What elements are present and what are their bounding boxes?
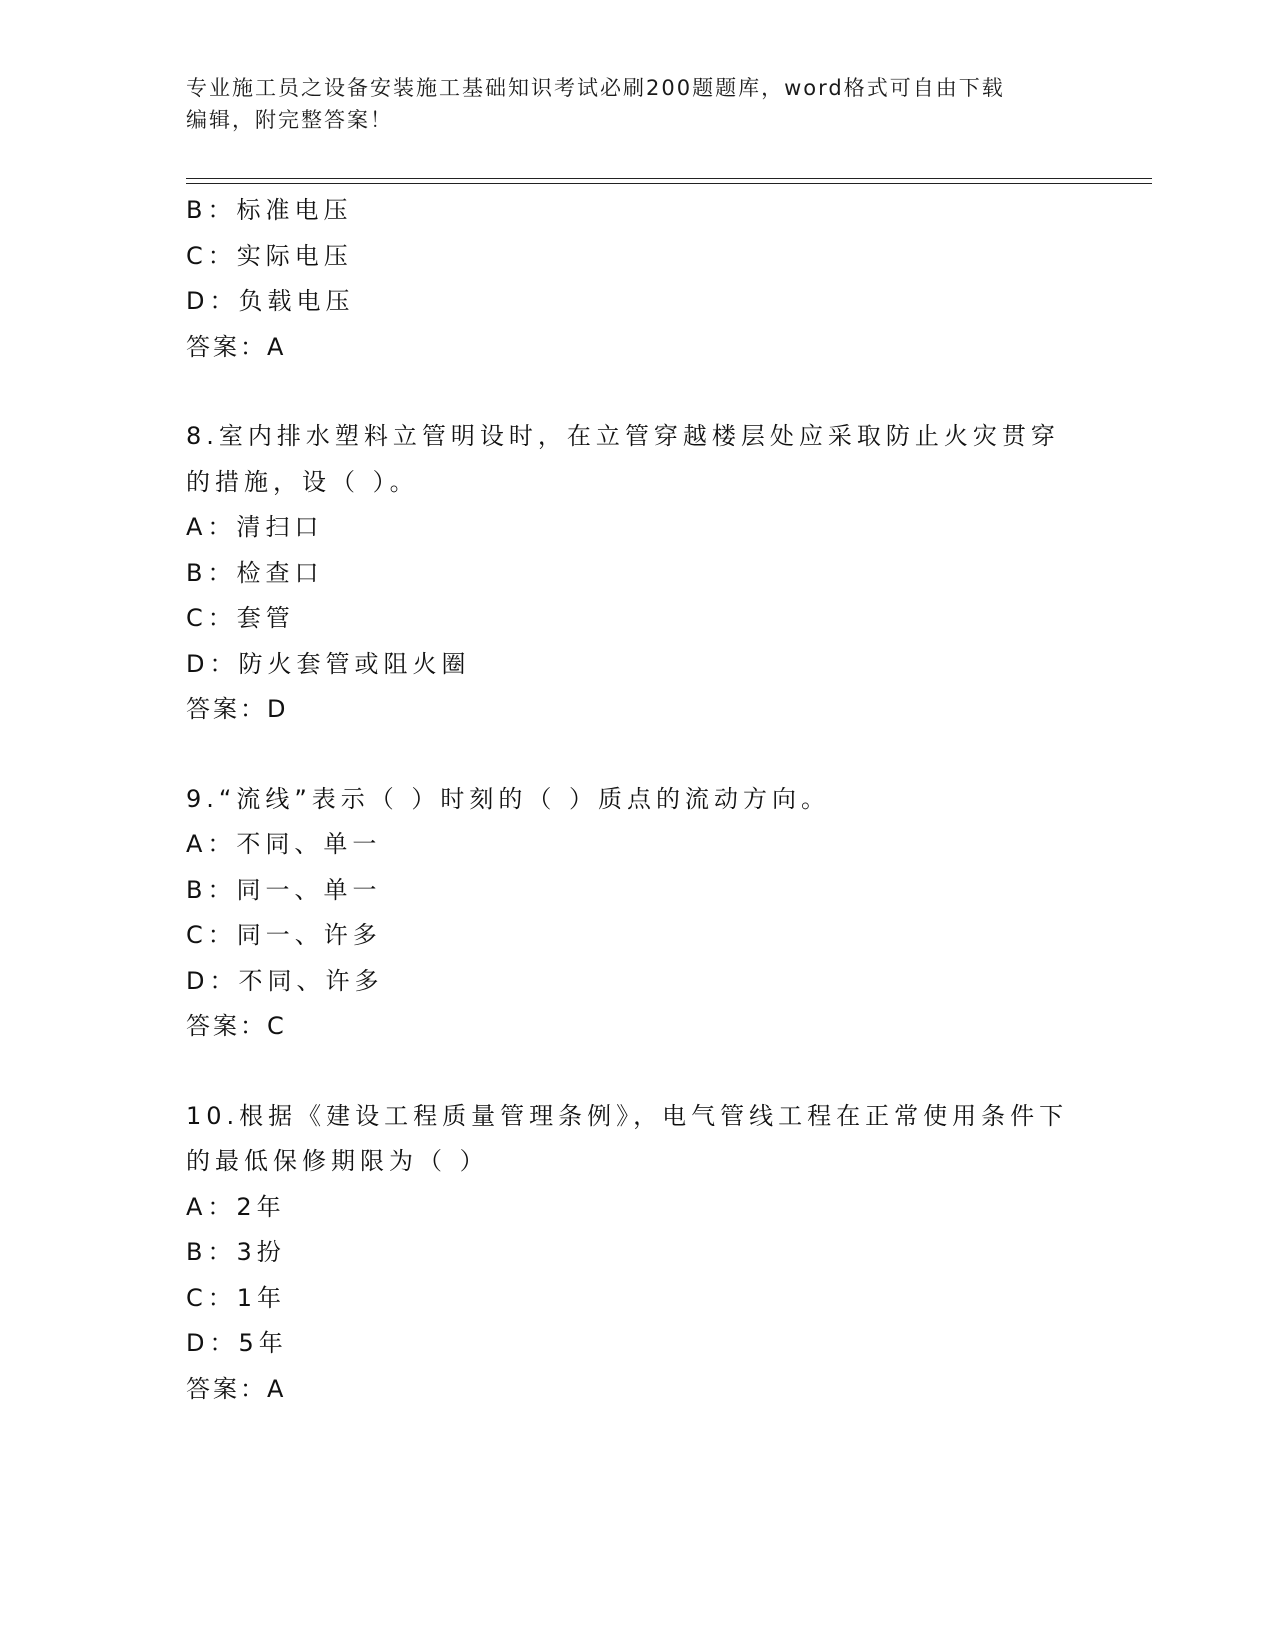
option-d: D：不同、许多 bbox=[186, 966, 384, 995]
spacer bbox=[186, 1050, 1086, 1094]
option-a: A：清扫口 bbox=[186, 513, 324, 541]
question-stem-line: 10.根据《建设工程质量管理条例》，电气管线工程在正常使用条件下 bbox=[186, 1101, 1069, 1130]
question-content bbox=[186, 188, 1086, 1412]
answer-line: 答案：A bbox=[186, 332, 287, 361]
option-c: C：套管 bbox=[186, 604, 295, 632]
option-b: B：同一、单一 bbox=[186, 875, 382, 904]
option-c: C：1年 bbox=[186, 1283, 287, 1312]
spacer bbox=[186, 370, 1086, 414]
answer-line: 答案：A bbox=[186, 1374, 287, 1403]
question-7-tail bbox=[186, 188, 1086, 370]
option-a: A：不同、单一 bbox=[186, 830, 382, 858]
question-8 bbox=[186, 414, 1086, 733]
option-d: D：负载电压 bbox=[186, 287, 355, 315]
question-stem-line: 8.室内排水塑料立管明设时，在立管穿越楼层处应采取防止火灾贯穿 bbox=[186, 422, 1060, 450]
header-line-1: 专业施工员之设备安装施工基础知识考试必刷200题题库，word格式可自由下载 bbox=[186, 76, 1005, 100]
document-header bbox=[186, 72, 1066, 136]
option-d: D：防火套管或阻火圈 bbox=[186, 649, 471, 678]
header-rule-top bbox=[186, 178, 1152, 179]
question-stem-line: 的措施，设（ ）。 bbox=[186, 467, 419, 496]
header-line-2: 编辑，附完整答案！ bbox=[186, 108, 393, 132]
question-stem-line: 9.“流线”表示（ ）时刻的（ ）质点的流动方向。 bbox=[186, 784, 831, 813]
option-b: B：3扮 bbox=[186, 1238, 286, 1266]
question-9 bbox=[186, 777, 1086, 1050]
spacer bbox=[186, 733, 1086, 777]
answer-line: 答案：D bbox=[186, 695, 289, 723]
header-rule-bottom bbox=[186, 183, 1152, 184]
option-c: C：同一、许多 bbox=[186, 921, 382, 949]
option-d: D：5年 bbox=[186, 1329, 288, 1357]
answer-line: 答案：C bbox=[186, 1012, 287, 1040]
option-b: B：标准电压 bbox=[186, 196, 353, 224]
question-10 bbox=[186, 1094, 1086, 1413]
option-c: C：实际电压 bbox=[186, 241, 353, 270]
option-b: B：检查口 bbox=[186, 558, 324, 587]
option-a: A：2年 bbox=[186, 1192, 286, 1221]
question-stem-line: 的最低保修期限为（ ） bbox=[186, 1147, 489, 1175]
